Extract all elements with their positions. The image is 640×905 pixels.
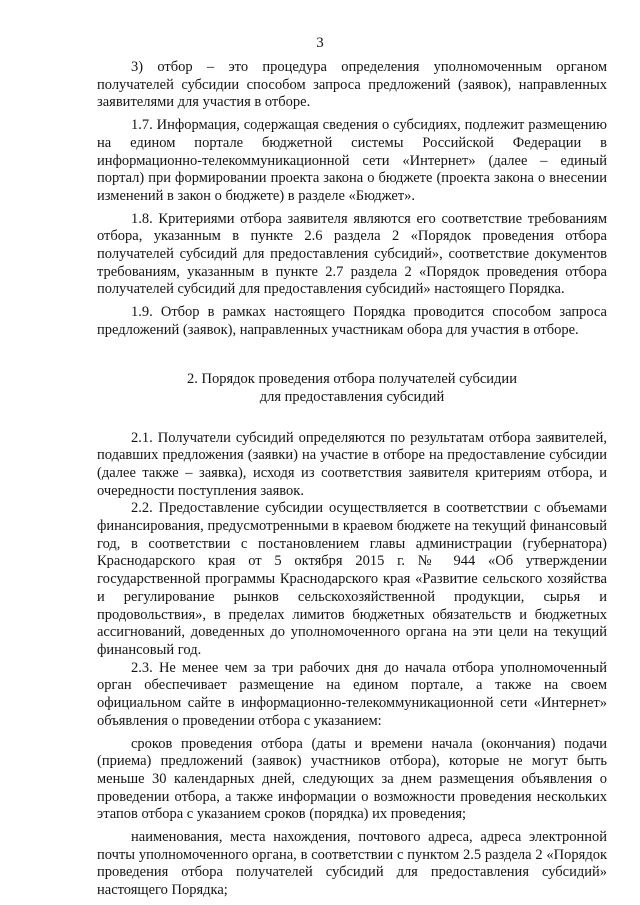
paragraph-2-3: 2.3. Не менее чем за три рабочих дня до начала отбора уполномоченный орган обеспечивает размещение на едином портале, а также на своем официальном сайте в информационно-телекоммуникационной сети «Интернет» объявления о проведении отбора с указанием: [97,659,607,729]
paragraph-authority-details: наименования, места нахождения, почтового адреса, адреса электронной почты уполномоченного органа, в соответствии с пунктом 2.5 раздела 2 «Порядок проведения отбора получателей субсидий для предоставления субсидий» настоящего Порядка; [97,829,607,899]
section-2-heading [97,370,607,406]
paragraph-3-selection-definition: 3) отбор – это процедура определения уполномоченным органом получателей субсидии способом запроса предложений (заявок), направленных заявителями для участия в отборе. [97,59,607,111]
paragraph-2-1: 2.1. Получатели субсидий определяются по результатам отбора заявителей, подавших предложения (заявки) на участие в отборе на предоставление субсидии (далее также – заявка), исходя из соответствия заявителя критериям отбора, и очередности поступления заявок. [97,429,607,499]
paragraph-1-9: 1.9. Отбор в рамках настоящего Порядка проводится способом запроса предложений (заявок), направленных участникам обора для участия в отборе. [97,304,607,338]
paragraph-1-7: 1.7. Информация, содержащая сведения о субсидиях, подлежит размещению на едином портале бюджетной системы Российской Федерации в информационно-телекоммуникационной сети «Интернет» (далее – единый портал) при формировании проекта закона о бюджете (проекта закона о внесении изменений в закон о бюджете) в разделе «Бюджет». [97,117,607,204]
paragraph-2-2: 2.2. Предоставление субсидии осуществляется в соответствии с объемами финансирования, предусмотренными в краевом бюджете на текущий финансовый год, в соответствии с постановлением главы администрации (губернатора) Краснодарского края от 5 октября 2015 г. № 944 «Об утверждении государственной программы Краснодарского края «Развитие сельского хозяйства и регулирование рынков сельскохозяйственной продукции, сырья и продовольствия», в пределах лимитов бюджетных обязательств и бюджетных ассигнований, доведенных до уполномоченного органа на эти цели на текущий финансовый год. [97,500,607,658]
section-2-heading-line-1: 2. Порядок проведения отбора получателей субсидии [187,370,517,387]
document-body [97,59,607,900]
section-2-heading-line-2: для предоставления субсидий [259,388,445,405]
paragraph-1-8: 1.8. Критериями отбора заявителя являются его соответствие требованиям отбора, указанным в пункте 2.6 раздела 2 «Порядок проведения отбора получателей субсидий для предоставления субсидий», соответствие документов требованиям, указанным в пункте 2.7 раздела 2 «Порядок проведения отбора получателей субсидий для предоставления субсидий» настоящего Порядка. [97,210,607,298]
page-number: 3 [316,35,324,51]
paragraph-selection-terms: сроков проведения отбора (даты и времени начала (окончания) подачи (приема) предложений (заявок) участников отбора), которые не могут быть меньше 30 календарных дней, следующих за днем размещения объявления о проведении отбора, а также информации о возможности проведения нескольких этапов отбора с указанием сроков (порядка) их проведения; [97,735,607,823]
